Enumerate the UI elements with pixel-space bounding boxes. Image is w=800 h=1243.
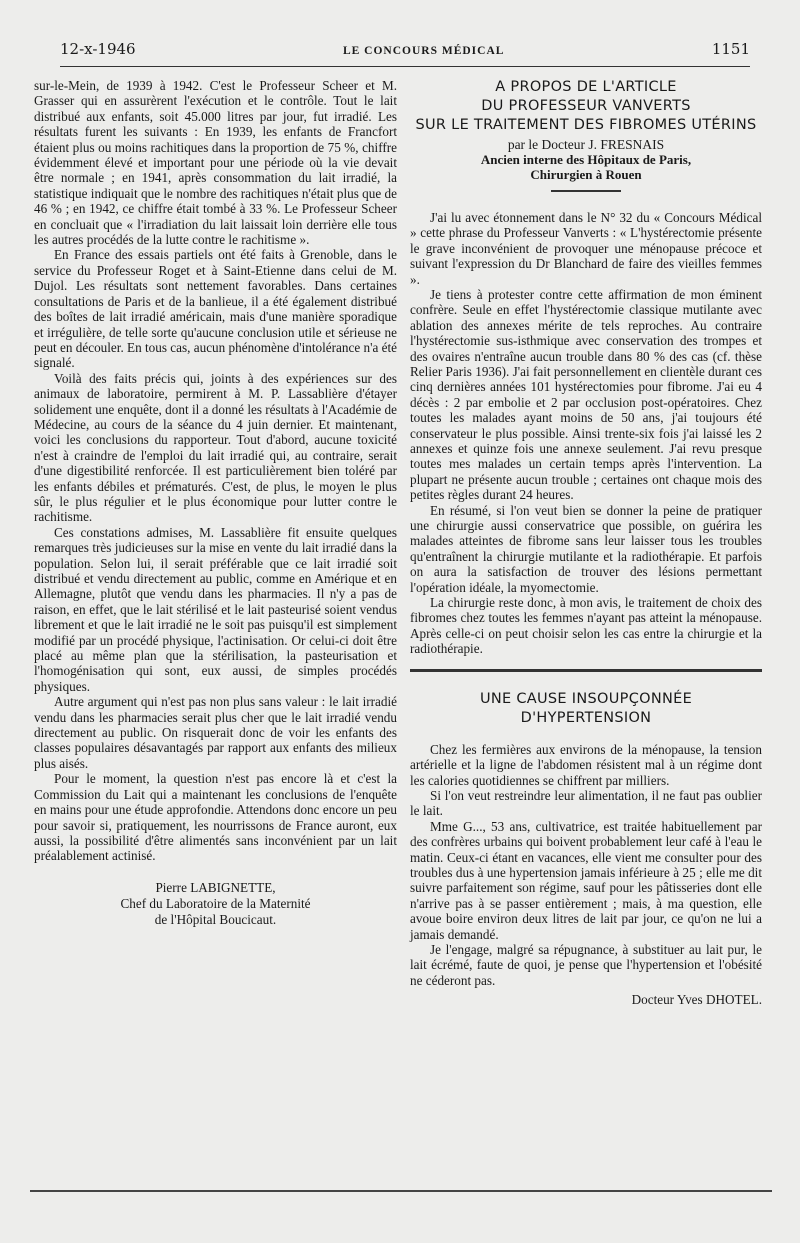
- paragraph: Pour le moment, la question n'est pas encore là et c'est la Commission du Lait qui a maintenant les conclusions de l'enquête en mains pour une étude approfondie. Attendons donc encore un peu pour savoir si, pratiquement, les nourrissons de France auront, eux aussi, la possibilité d'être alimentés sans inconvénient par un lait préalablement actinisé.: [34, 771, 397, 864]
- paragraph: La chirurgie reste donc, à mon avis, le traitement de choix des fibromes chez toutes les femmes n'ayant pas atteint la ménopause. Après celle-ci on peut choisir selon les cas entre la chirurgie et la radiothérapie.: [410, 595, 762, 657]
- signature-title: Chef du Laboratoire de la Maternité: [120, 895, 311, 911]
- title-line: DU PROFESSEUR VANVERTS: [481, 98, 691, 114]
- paragraph: En France des essais partiels ont été faits à Grenoble, dans le service du Professeur Roget et à Saint-Etienne dans celui de M. Dujol. Les résultats sont nettement favorables. Dans certaines consultations de Paris et de la banlieue, il a été également distribué des boîtes de lait irradié américain, mais d'une manière sporadique et irrégulière, de telle sorte qu'aucune conclusion utile et sérieuse ne peut en découler. En tous cas, aucun phénomène d'intolérance n'a été signalé.: [34, 247, 397, 371]
- paragraph: Voilà des faits précis qui, joints à des expériences sur des animaux de laboratoire, permirent à M. P. Lassablière d'étayer solidement une enquête, dont il a donné les résultats à l'Académie de Médecine, au cours de la séance du 4 juin dernier. Et maintenant, voici les conclusions du rapporteur. Tout d'abord, aucune toxicité n'est à craindre de l'emploi du lait irradié qui, au contraire, serait d'une digestibilité renforcée. Il est particulièrement bien toléré par les enfants débiles et prématurés. C'est, de plus, le moyen le plus sûr, le plus régulier et le plus économique pour lutter contre le rachitisme.: [34, 370, 397, 525]
- article-title: [410, 78, 762, 135]
- paragraph: Autre argument qui n'est pas non plus sans valeur : le lait irradié vendu dans les pharmacies serait plus cher que le lait irradié vendu directement au public. On risquerait donc de voir les enfants des classes populaires désavantagés par rapport aux enfants des milieux plus aisés.: [34, 694, 397, 771]
- paragraph: Je tiens à protester contre cette affirmation de mon éminent confrère. Seule en effet l'hystérectomie classique mutilante avec ablation des annexes mérite de tels reproches. Au contraire l'hystérectomie sus-isthmique avec conservation des trompes et des ovaires n'entraîne aucun trouble dans 80 % des cas (cf. thèse Relier Paris 1936). J'ai fait personnellement en clientèle durant ces cinq dernières années 101 hystérectomies pour fibrome. J'ai eu 4 décès : 2 par embolie et 2 par occlusion post-opératoires. Chez toutes les malades ayant moins de 50 ans, j'ai toujours été conservateur le plus possible. Ainsi trente-six fois j'ai laissé les 2 annexes et quinze fois une annexe seulement. J'ai revu presque toutes mes malades un certain temps après l'intervention. La plupart ne présente aucun trouble ; certaines ont chaque mois des petites règles durant 24 heures.: [410, 286, 762, 503]
- short-divider: [551, 190, 621, 192]
- issue-date: 12-x-1946: [60, 40, 136, 58]
- affiliation-line: Chirurgien à Rouen: [530, 167, 642, 183]
- article-divider: [410, 669, 762, 672]
- page-number: 1151: [711, 40, 750, 58]
- page-header: [60, 40, 750, 67]
- paragraph: Chez les fermières aux environs de la ménopause, la tension artérielle et la ligne de l'abdomen résistent mal à un régime dont les calories quotidiennes se chiffrent par milliers.: [410, 741, 762, 788]
- bottom-rule: [30, 1190, 772, 1192]
- signature-name: Pierre LABIGNETTE,: [155, 879, 276, 895]
- title-line: D'HYPERTENSION: [520, 709, 652, 726]
- journal-title: LE CONCOURS MÉDICAL: [342, 45, 505, 57]
- paragraph: Je l'engage, malgré sa répugnance, à substituer au lait pur, le lait écrémé, faute de quoi, je pense que l'hypertension et l'obésité ne céderont pas.: [410, 941, 762, 988]
- paragraph: En résumé, si l'on veut bien se donner la peine de pratiquer une chirurgie aussi conservatrice que possible, on guérira les malades atteintes de fibrome sans leur laisser tous les troubles qu'entraînent la chirurgie mutilante et la radiothérapie. Et parfois on aura la satisfaction de trouver des lésions permettant l'opération idéale, la myomectomie.: [410, 502, 762, 595]
- article-byline: par le Docteur J. FRESNAIS: [507, 137, 665, 152]
- paragraph: Si l'on veut restreindre leur alimentation, il ne faut pas oublier le lait.: [410, 787, 762, 819]
- title-line: SUR LE TRAITEMENT DES FIBROMES UTÉRINS: [415, 117, 757, 133]
- paragraph: sur-le-Mein, de 1939 à 1942. C'est le Professeur Scheer et M. Grasser qui en assurèrent l'exécution et le contrôle. Tout le lait distribué aux enfants, soit 45.000 litres par jour, fut irradié. Les résultats furent les suivants : En 1939, les enfants de Francfort étaient plus ou moins rachitiques dans la proportion de 75 %, chiffre évidemment élevé et important pour une période où la vie devait être normale ; en 1941, après consommation du lait irradié, la statistique indiquait que le nombre des rachitiques n'était plus que de 46 % ; en 1942, ce chiffre était tombé à 33 %. Le Professeur Scheer en concluait que « l'irradiation du lait laissait loin derrière elle tous les autres procédés de la lutte contre le rachitisme ».: [34, 78, 397, 248]
- article-title: [410, 690, 762, 728]
- article-author: Docteur Yves DHOTEL.: [631, 992, 762, 1008]
- paragraph: J'ai lu avec étonnement dans le N° 32 du « Concours Médical » cette phrase du Professeur Vanverts : « L'hystérectomie présente le grave inconvénient de provoquer une ménopause précoce et suivant l'expression du Dr Blanchard de faire des vieilles femmes ».: [410, 209, 762, 287]
- author-affiliation: [410, 152, 762, 182]
- title-line: UNE CAUSE INSOUPÇONNÉE: [479, 690, 693, 707]
- signature-block: [34, 880, 397, 928]
- paragraph: Mme G..., 53 ans, cultivatrice, est traitée habituellement par des confrères urbains qui boivent probablement leur café à l'eau le matin. Ceux-ci étant en vacances, elle vient me consulter pour des troubles dus à une hypertension jamais inférieure à 25 ; elle me dit suivre parfaitement son régime, sauf pour les pâtisseries dont elle n'arrive pas à se passer entièrement ; mais, à ma question, elle avoue boire environ deux litres de lait par jour, ce qu'on ne lui a jamais demandé.: [410, 818, 762, 942]
- signature-institution: de l'Hôpital Boucicaut.: [154, 911, 277, 927]
- affiliation-line: Ancien interne des Hôpitaux de Paris,: [480, 152, 692, 168]
- title-line: A PROPOS DE L'ARTICLE: [495, 79, 677, 95]
- paragraph: Ces constations admises, M. Lassablière fit ensuite quelques remarques très judicieuses sur la mise en vente du lait irradié dans la population. Selon lui, il serait préférable que ce lait irradié soit distribué et vendu directement au public, comme en Amérique et en Allemagne, plutôt que vendu dans les pharmacies. Il n'y a pas de raison, en effet, que le lait stérilisé et le lait pasteurisé soient vendus librement et que le lait irradié ne le soit pas puisqu'il est simplement modifié par un procédé physique, l'actinisation. Or celui-ci doit être placé au même plan que la stérilisation, la pasteurisation et l'homogénisation qui sont, eux aussi, de simples procédés physiques.: [34, 524, 397, 694]
- left-column: [34, 78, 397, 928]
- right-column: [410, 78, 762, 1008]
